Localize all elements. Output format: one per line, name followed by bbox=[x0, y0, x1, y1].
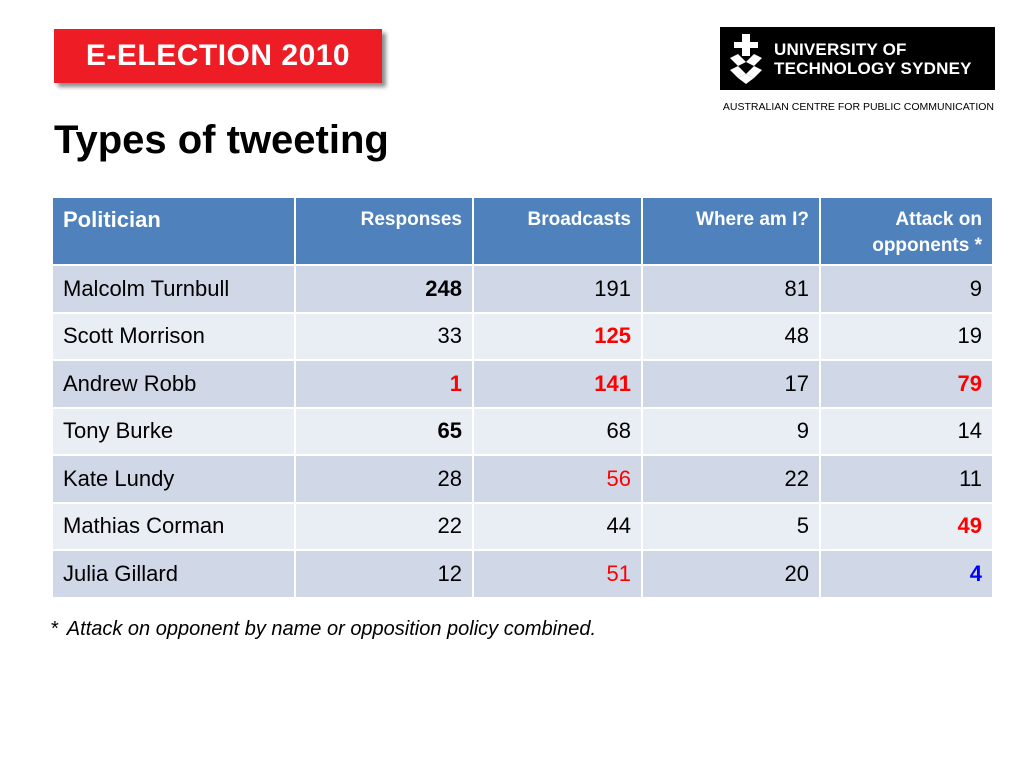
politician-name: Andrew Robb bbox=[52, 360, 295, 408]
politician-name: Julia Gillard bbox=[52, 550, 295, 598]
attack-cell: 9 bbox=[820, 265, 993, 313]
where-am-i-cell: 48 bbox=[642, 313, 820, 361]
tweet-types-table bbox=[51, 196, 994, 599]
attack-cell: 11 bbox=[820, 455, 993, 503]
event-badge: E-ELECTION 2010 bbox=[54, 29, 382, 83]
table-row bbox=[52, 503, 993, 551]
logo-line-1: UNIVERSITY OF bbox=[774, 39, 907, 59]
responses-cell: 33 bbox=[295, 313, 473, 361]
page-title: Types of tweeting bbox=[54, 118, 389, 162]
broadcasts-cell: 51 bbox=[473, 550, 642, 598]
centre-subtitle: AUSTRALIAN CENTRE FOR PUBLIC COMMUNICATION bbox=[722, 101, 994, 113]
column-header-responses: Responses bbox=[295, 197, 473, 265]
where-am-i-cell: 81 bbox=[642, 265, 820, 313]
broadcasts-cell: 141 bbox=[473, 360, 642, 408]
column-header-where-am-i: Where am I? bbox=[642, 197, 820, 265]
politician-name: Malcolm Turnbull bbox=[52, 265, 295, 313]
attack-cell: 14 bbox=[820, 408, 993, 456]
broadcasts-cell: 68 bbox=[473, 408, 642, 456]
broadcasts-cell: 125 bbox=[473, 313, 642, 361]
responses-cell: 248 bbox=[295, 265, 473, 313]
broadcasts-cell: 56 bbox=[473, 455, 642, 503]
responses-cell: 12 bbox=[295, 550, 473, 598]
politician-name: Mathias Corman bbox=[52, 503, 295, 551]
column-header-politician: Politician bbox=[52, 197, 295, 265]
footnote-text: Attack on opponent by name or opposition policy combined. bbox=[66, 618, 597, 640]
attack-cell: 79 bbox=[820, 360, 993, 408]
where-am-i-cell: 9 bbox=[642, 408, 820, 456]
responses-cell: 22 bbox=[295, 503, 473, 551]
broadcasts-cell: 44 bbox=[473, 503, 642, 551]
uts-logo-icon bbox=[726, 32, 766, 86]
attack-cell: 49 bbox=[820, 503, 993, 551]
table-row bbox=[52, 265, 993, 313]
responses-cell: 65 bbox=[295, 408, 473, 456]
footnote bbox=[51, 618, 596, 641]
attack-cell: 19 bbox=[820, 313, 993, 361]
where-am-i-cell: 5 bbox=[642, 503, 820, 551]
broadcasts-cell: 191 bbox=[473, 265, 642, 313]
table-row bbox=[52, 550, 993, 598]
politician-name: Kate Lundy bbox=[52, 455, 295, 503]
attack-cell: 4 bbox=[820, 550, 993, 598]
responses-cell: 1 bbox=[295, 360, 473, 408]
table-row bbox=[52, 360, 993, 408]
where-am-i-cell: 22 bbox=[642, 455, 820, 503]
footnote-marker: * bbox=[51, 618, 59, 640]
politician-name: Scott Morrison bbox=[52, 313, 295, 361]
responses-cell: 28 bbox=[295, 455, 473, 503]
column-header-attack: Attack on opponents * bbox=[820, 197, 993, 265]
table-row bbox=[52, 313, 993, 361]
column-header-broadcasts: Broadcasts bbox=[473, 197, 642, 265]
politician-name: Tony Burke bbox=[52, 408, 295, 456]
where-am-i-cell: 17 bbox=[642, 360, 820, 408]
university-logo bbox=[720, 27, 995, 90]
logo-line-2: TECHNOLOGY SYDNEY bbox=[774, 58, 972, 78]
where-am-i-cell: 20 bbox=[642, 550, 820, 598]
table-row bbox=[52, 455, 993, 503]
table-row bbox=[52, 408, 993, 456]
table-header-row bbox=[52, 197, 993, 265]
